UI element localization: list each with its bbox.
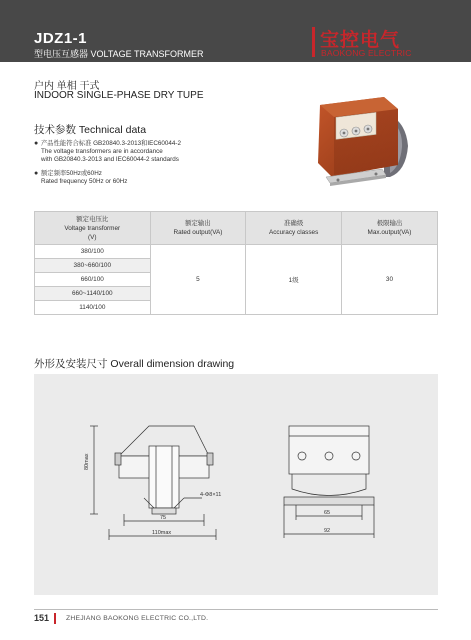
dim-spacing-label: 75	[160, 515, 167, 521]
dimension-drawing-panel	[34, 374, 438, 595]
footer-divider	[34, 609, 438, 610]
header-text: 额定电压比	[76, 215, 109, 223]
bullet-icon: ●	[34, 140, 39, 147]
dimension-drawing	[34, 374, 438, 595]
table-cell-rated-output: 5	[150, 245, 246, 315]
header-text: 极限输出	[376, 220, 403, 227]
header-text: Accuracy classes	[268, 229, 319, 236]
dim-width-label: 110max	[152, 530, 172, 536]
note-line: with GB20840.3-2013 and IEC60044-2 standards	[41, 156, 179, 163]
header-text: (V)	[88, 233, 97, 241]
company-name: ZHEJIANG BAOKONG ELECTRIC CO.,LTD.	[66, 615, 209, 622]
technical-notes	[34, 140, 294, 192]
brand-name-cn: 宝控电气	[320, 30, 401, 51]
model-subtitle: 型电压互感器 VOLTAGE TRANSFORMER	[34, 49, 204, 59]
table-cell-max-output: 30	[341, 245, 437, 315]
specification-table	[34, 211, 438, 315]
brand-name-en: BAOKONG ELECTRIC	[321, 48, 412, 58]
note-line: 产品性能符合标准 GB20840.3-2013和IEC60044-2	[41, 140, 181, 147]
table-cell-ratio: 660/100	[35, 273, 151, 287]
header-text: Rated output(VA)	[173, 229, 223, 236]
header-text: Max.output(VA)	[367, 229, 412, 236]
table-cell-ratio: 1140/100	[35, 301, 151, 315]
bullet-icon: ●	[34, 170, 39, 177]
product-type-en: INDOOR SINGLE-PHASE DRY TUPE	[34, 90, 204, 101]
header-rated-output	[150, 212, 246, 245]
dim-inner-label: 65	[324, 510, 331, 516]
dim-depth-label: 92	[324, 528, 331, 534]
page-number: 151	[34, 613, 56, 624]
dim-height-label: 80max	[84, 453, 90, 470]
table-cell-ratio: 380/100	[35, 245, 151, 259]
note-line: Rated frequency 50Hz or 60Hz	[41, 178, 128, 185]
table-cell-ratio: 660~1140/100	[35, 287, 151, 301]
header-accuracy	[246, 212, 342, 245]
header-max-output	[341, 212, 437, 245]
technical-data-heading: 技术参数 Technical data	[34, 124, 147, 136]
table-cell-accuracy: 1级	[246, 245, 342, 315]
header-voltage-ratio	[35, 212, 151, 245]
note-line: 额定频率50Hz或60Hz	[41, 170, 102, 177]
dimension-heading: 外形及安装尺寸 Overall dimension drawing	[34, 358, 235, 370]
brand-logo-mark	[312, 27, 315, 57]
header-text: 额定输出	[185, 220, 211, 227]
note-frequency	[34, 170, 294, 186]
table-cell-ratio: 380~660/100	[35, 259, 151, 273]
product-photo	[306, 91, 418, 191]
model-title: JDZ1-1	[34, 30, 88, 47]
header-text: 准确级	[284, 220, 304, 227]
header-text: Voltage transformer	[64, 224, 121, 232]
dim-holes-label: 4-Φ8×11	[200, 492, 222, 498]
product-type-cn: 户内 单相 干式	[34, 81, 100, 92]
note-line: The voltage transformers are in accordance	[41, 148, 163, 155]
note-standard	[34, 140, 294, 164]
